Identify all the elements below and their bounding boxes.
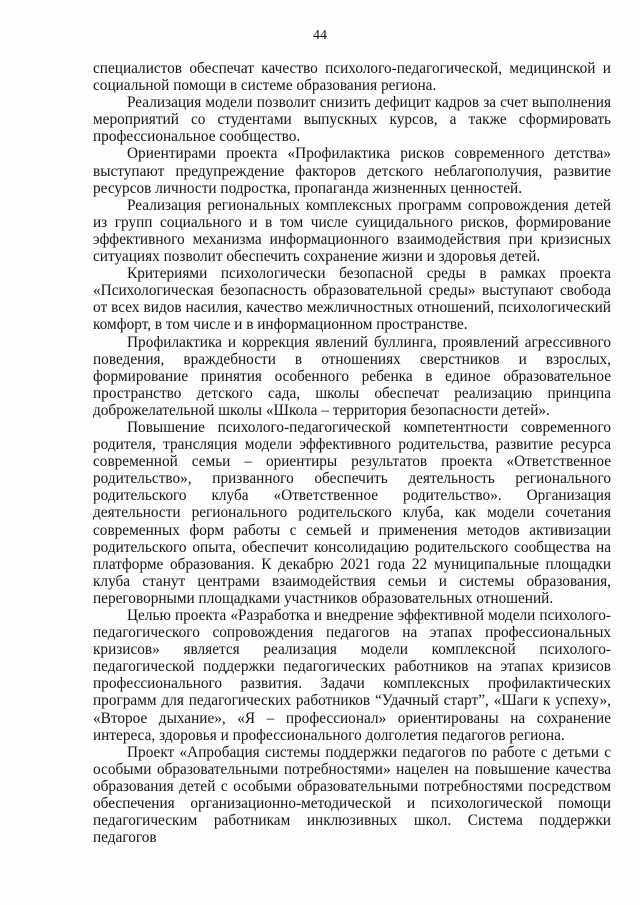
paragraph-responsible-parenthood: Повышение психолого-педагогической компетентности современного родителя, трансляция модели эффективного родительства, развитие ресурса современной семьи – ориентиры результатов проекта «Ответственное родительство», призванного обеспечить деятельность регионального родительского клуба «Ответственное родительство». Организация деятельности регионального родительского клуба, как модели сочетания современных форм работы с семьей и применения методов активизации родительского опыта, обеспечит консолидацию родительского сообщества на платформе образования. К декабрю 2021 года 22 муниципальные площадки клуба станут центрами взаимодействия семьи и системы образования, переговорными площадками участников образовательных отношений. [93,418,611,607]
paragraph-specialists-continued: специалистов обеспечат качество психолого-педагогической, медицинской и социальной помощи в системе образования региона. [93,60,611,95]
page-body [93,60,611,846]
paragraph-childhood-risks-project: Ориентирами проекта «Профилактика рисков современного детства» выступают предупреждение факторов детского неблагополучия, развитие ресурсов личности подростка, пропаганда жизненных ценностей. [93,145,611,197]
paragraph-bullying-prevention: Профилактика и коррекция явлений буллинга, проявлений агрессивного поведения, враждебности в отношениях сверстников и взрослых, формирование принятия особенного ребенка в единое образовательное пространство детского сада, школы обеспечат реализацию принципа доброжелательной школы «Школа – территория безопасности детей». [93,333,611,419]
paragraph-staff-deficit: Реализация модели позволит снизить дефицит кадров за счет выполнения мероприятий со студентами выпускных курсов, а также сформировать профессиональное сообщество. [93,94,611,146]
paragraph-safe-environment-criteria: Критериями психологически безопасной среды в рамках проекта «Психологическая безопасность образовательной среды» выступают свобода от всех видов насилия, качество межличностных отношений, психологический комфорт, в том числе и в информационном пространстве. [93,265,611,334]
paragraph-regional-programs: Реализация региональных комплексных программ сопровождения детей из групп социального и в том числе суицидального рисков, формирование эффективного механизма информационного взаимодействия при кризисных ситуациях позволит обеспечить сохранение жизни и здоровья детей. [93,196,611,266]
paragraph-inclusive-support-project: Проект «Апробация системы поддержки педагогов по работе с детьми с особыми образовательными потребностями» нацелен на повышение качества образования детей с особыми образовательными потребностями посредством обеспечения организационно-методической и психологической помощи педагогическим работникам инклюзивных школ. Система поддержки педагогов [93,743,611,847]
paragraph-teacher-support-model: Целью проекта «Разработка и внедрение эффективной модели психолого-педагогического сопровождения педагогов на этапах профессиональных кризисов» является реализация модели комплексной психолого-педагогической поддержки педагогических работников на этапах кризисов профессионального развития. Задачи комплексных профилактических программ для педагогических работников “Удачный старт”, «Шаги к успеху», «Второе дыхание», «Я – профессионал» ориентированы на сохранение интереса, здоровья и профессионального долголетия педагогов региона. [93,607,611,744]
page-number: 44 [313,28,327,43]
